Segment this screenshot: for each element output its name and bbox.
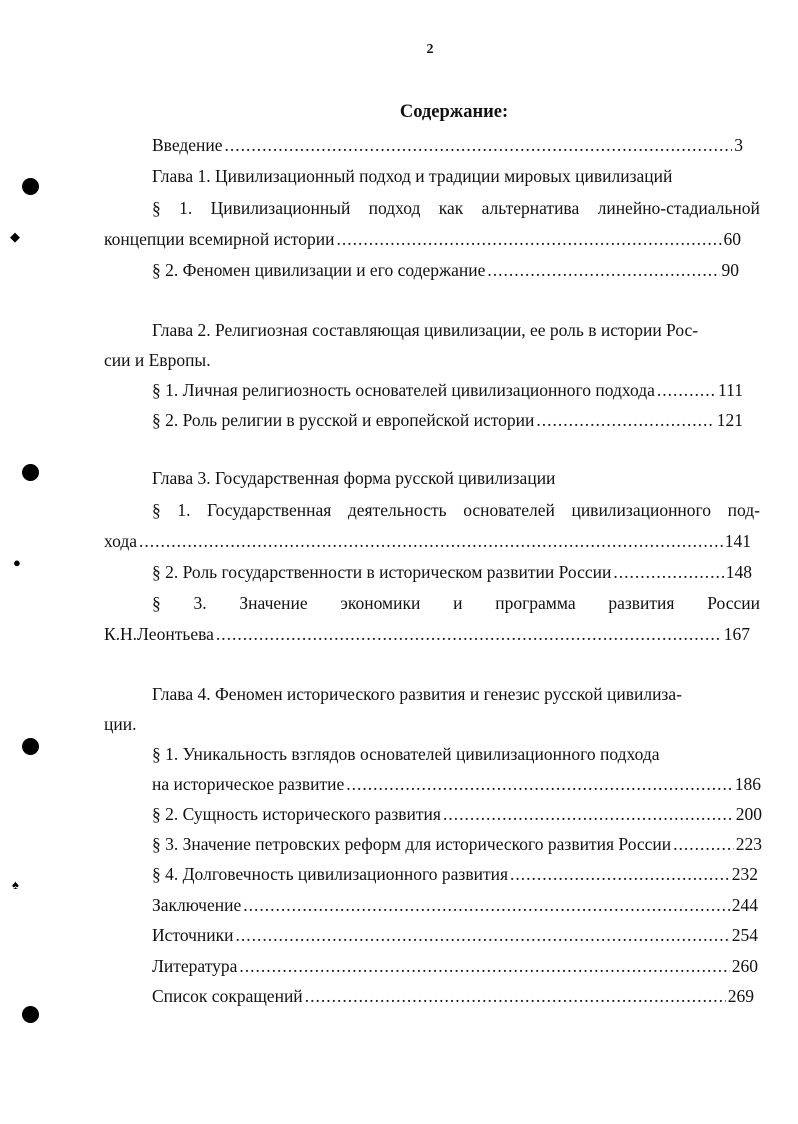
chapter-1-section-2[interactable] [152,258,739,282]
chapter-3-section-3-line-2[interactable] [104,622,750,646]
chapter-2-section-2[interactable] [152,408,743,432]
toc-entry-literature[interactable] [152,954,758,978]
word: основателей [463,500,555,520]
binder-mark-icon: ◆ [10,229,20,244]
binder-mark-icon: ● [13,555,21,570]
word: России [707,593,760,613]
chapter-1-title[interactable]: Глава 1. Цивилизационный подход и традиции мировых цивилизаций [152,166,673,186]
toc-entry-page: 3 [734,135,743,155]
toc-entry-label: концепции всемирной истории [104,229,335,249]
chapter-4-section-2[interactable] [152,802,762,826]
word: под- [727,500,760,520]
toc-leader-dots [239,954,729,978]
toc-leader-dots [236,923,730,947]
chapter-4-section-4[interactable] [152,862,758,886]
word: § [152,500,161,520]
punch-hole-2 [22,464,39,481]
toc-entry-conclusion[interactable] [152,893,758,917]
word: § [152,198,161,218]
word: программа [495,593,576,613]
toc-entry-label: К.Н.Леонтьева [104,624,214,644]
toc-entry-page: 254 [731,925,758,945]
toc-entry-page: 148 [725,562,752,582]
word: цивилизационного [571,500,712,520]
chapter-3-section-2[interactable] [152,560,752,584]
word: подход [368,198,421,218]
chapter-1-section-1-line-2[interactable] [104,227,741,251]
toc-entry-label: Введение [152,135,223,155]
toc-leader-dots [673,832,734,856]
word: § [152,593,161,613]
word: Значение [239,593,308,613]
word: Цивилизационный [210,198,351,218]
binder-mark-icon: ♠ [12,877,19,892]
toc-leader-dots [305,984,726,1008]
chapter-4-section-1-line-2[interactable] [152,772,761,796]
word: деятельность [347,500,447,520]
toc-title: Содержание: [399,102,509,122]
chapter-3-section-3-line-1[interactable] [152,591,760,615]
toc-entry-page: 260 [731,956,758,976]
toc-leader-dots [336,227,721,251]
toc-entry-label: Список сокращений [152,986,303,1006]
toc-entry-label: Заключение [152,895,242,915]
toc-entry-page: 186 [734,774,761,794]
toc-entry-abbreviations[interactable] [152,984,754,1008]
toc-entry-label: на историческое развитие [152,774,345,794]
toc-entry-page: 167 [723,624,750,644]
toc-entry-page: 269 [727,986,754,1006]
toc-entry-label: хода [104,531,138,551]
toc-leader-dots [510,862,730,886]
toc-entry-page: 223 [735,834,762,854]
toc-leader-dots [443,802,734,826]
punch-hole-1 [22,178,39,195]
chapter-3-section-1-line-2[interactable] [104,529,751,553]
toc-leader-dots [225,133,733,157]
toc-leader-dots [216,622,722,646]
toc-entry-page: 244 [731,895,758,915]
toc-leader-dots [613,560,723,584]
chapter-3-section-1-line-1[interactable] [152,498,760,522]
toc-leader-dots [536,408,714,432]
toc-leader-dots [657,378,716,402]
word: Государственная [207,500,332,520]
word: 3. [193,593,207,613]
toc-entry-page: 90 [721,260,739,280]
toc-entry-label: § 4. Долговечность цивилизационного развития [152,864,509,884]
word: развития [608,593,675,613]
chapter-4-title-line-1[interactable]: Глава 4. Феномен исторического развития и генезис русской цивилиза- [152,684,682,704]
word: 1. [177,500,191,520]
toc-entry-label: § 2. Роль государственности в историческом развитии России [152,562,612,582]
toc-leader-dots [243,893,730,917]
chapter-4-section-1-line-1[interactable]: § 1. Уникальность взглядов основателей цивилизационного подхода [152,744,660,764]
toc-entry-page: 60 [723,229,741,249]
word: альтернатива [481,198,580,218]
toc-entry-page: 232 [731,864,758,884]
chapter-4-section-3[interactable] [152,832,762,856]
toc-leader-dots [139,529,723,553]
word: линейно-стадиальной [597,198,760,218]
toc-entry-sources[interactable] [152,923,758,947]
toc-entry-label: § 1. Личная религиозность основателей цивилизационного подхода [152,380,655,400]
chapter-2-section-1[interactable] [152,378,743,402]
chapter-4-title-line-2[interactable]: ции. [104,714,137,734]
page-number: 2 [426,42,434,57]
toc-entry-page: 111 [718,380,743,400]
toc-entry-label: § 2. Роль религии в русской и европейской истории [152,410,535,430]
chapter-2-title-line-2[interactable]: сии и Европы. [104,350,211,370]
chapter-2-title-line-1[interactable]: Глава 2. Религиозная составляющая цивилизации, ее роль в истории Рос- [152,320,699,340]
toc-entry-label: Источники [152,925,234,945]
punch-hole-3 [22,738,39,755]
toc-entry-label: Литература [152,956,238,976]
toc-entry-label: § 2. Сущность исторического развития [152,804,441,824]
word: как [438,198,464,218]
word: 1. [179,198,193,218]
toc-leader-dots [487,258,719,282]
toc-entry-page: 200 [735,804,762,824]
word: экономики [340,593,421,613]
toc-entry-page: 141 [724,531,751,551]
punch-hole-4 [22,1006,39,1023]
toc-entry-label: § 2. Феномен цивилизации и его содержание [152,260,486,280]
toc-entry-intro[interactable] [152,133,743,157]
word: и [453,593,463,613]
chapter-1-section-1-line-1[interactable] [152,196,760,220]
toc-entry-page: 121 [716,410,743,430]
chapter-3-title[interactable]: Глава 3. Государственная форма русской цивилизации [152,468,556,488]
toc-leader-dots [346,772,732,796]
toc-entry-label: § 3. Значение петровских реформ для исторического развития России [152,834,672,854]
